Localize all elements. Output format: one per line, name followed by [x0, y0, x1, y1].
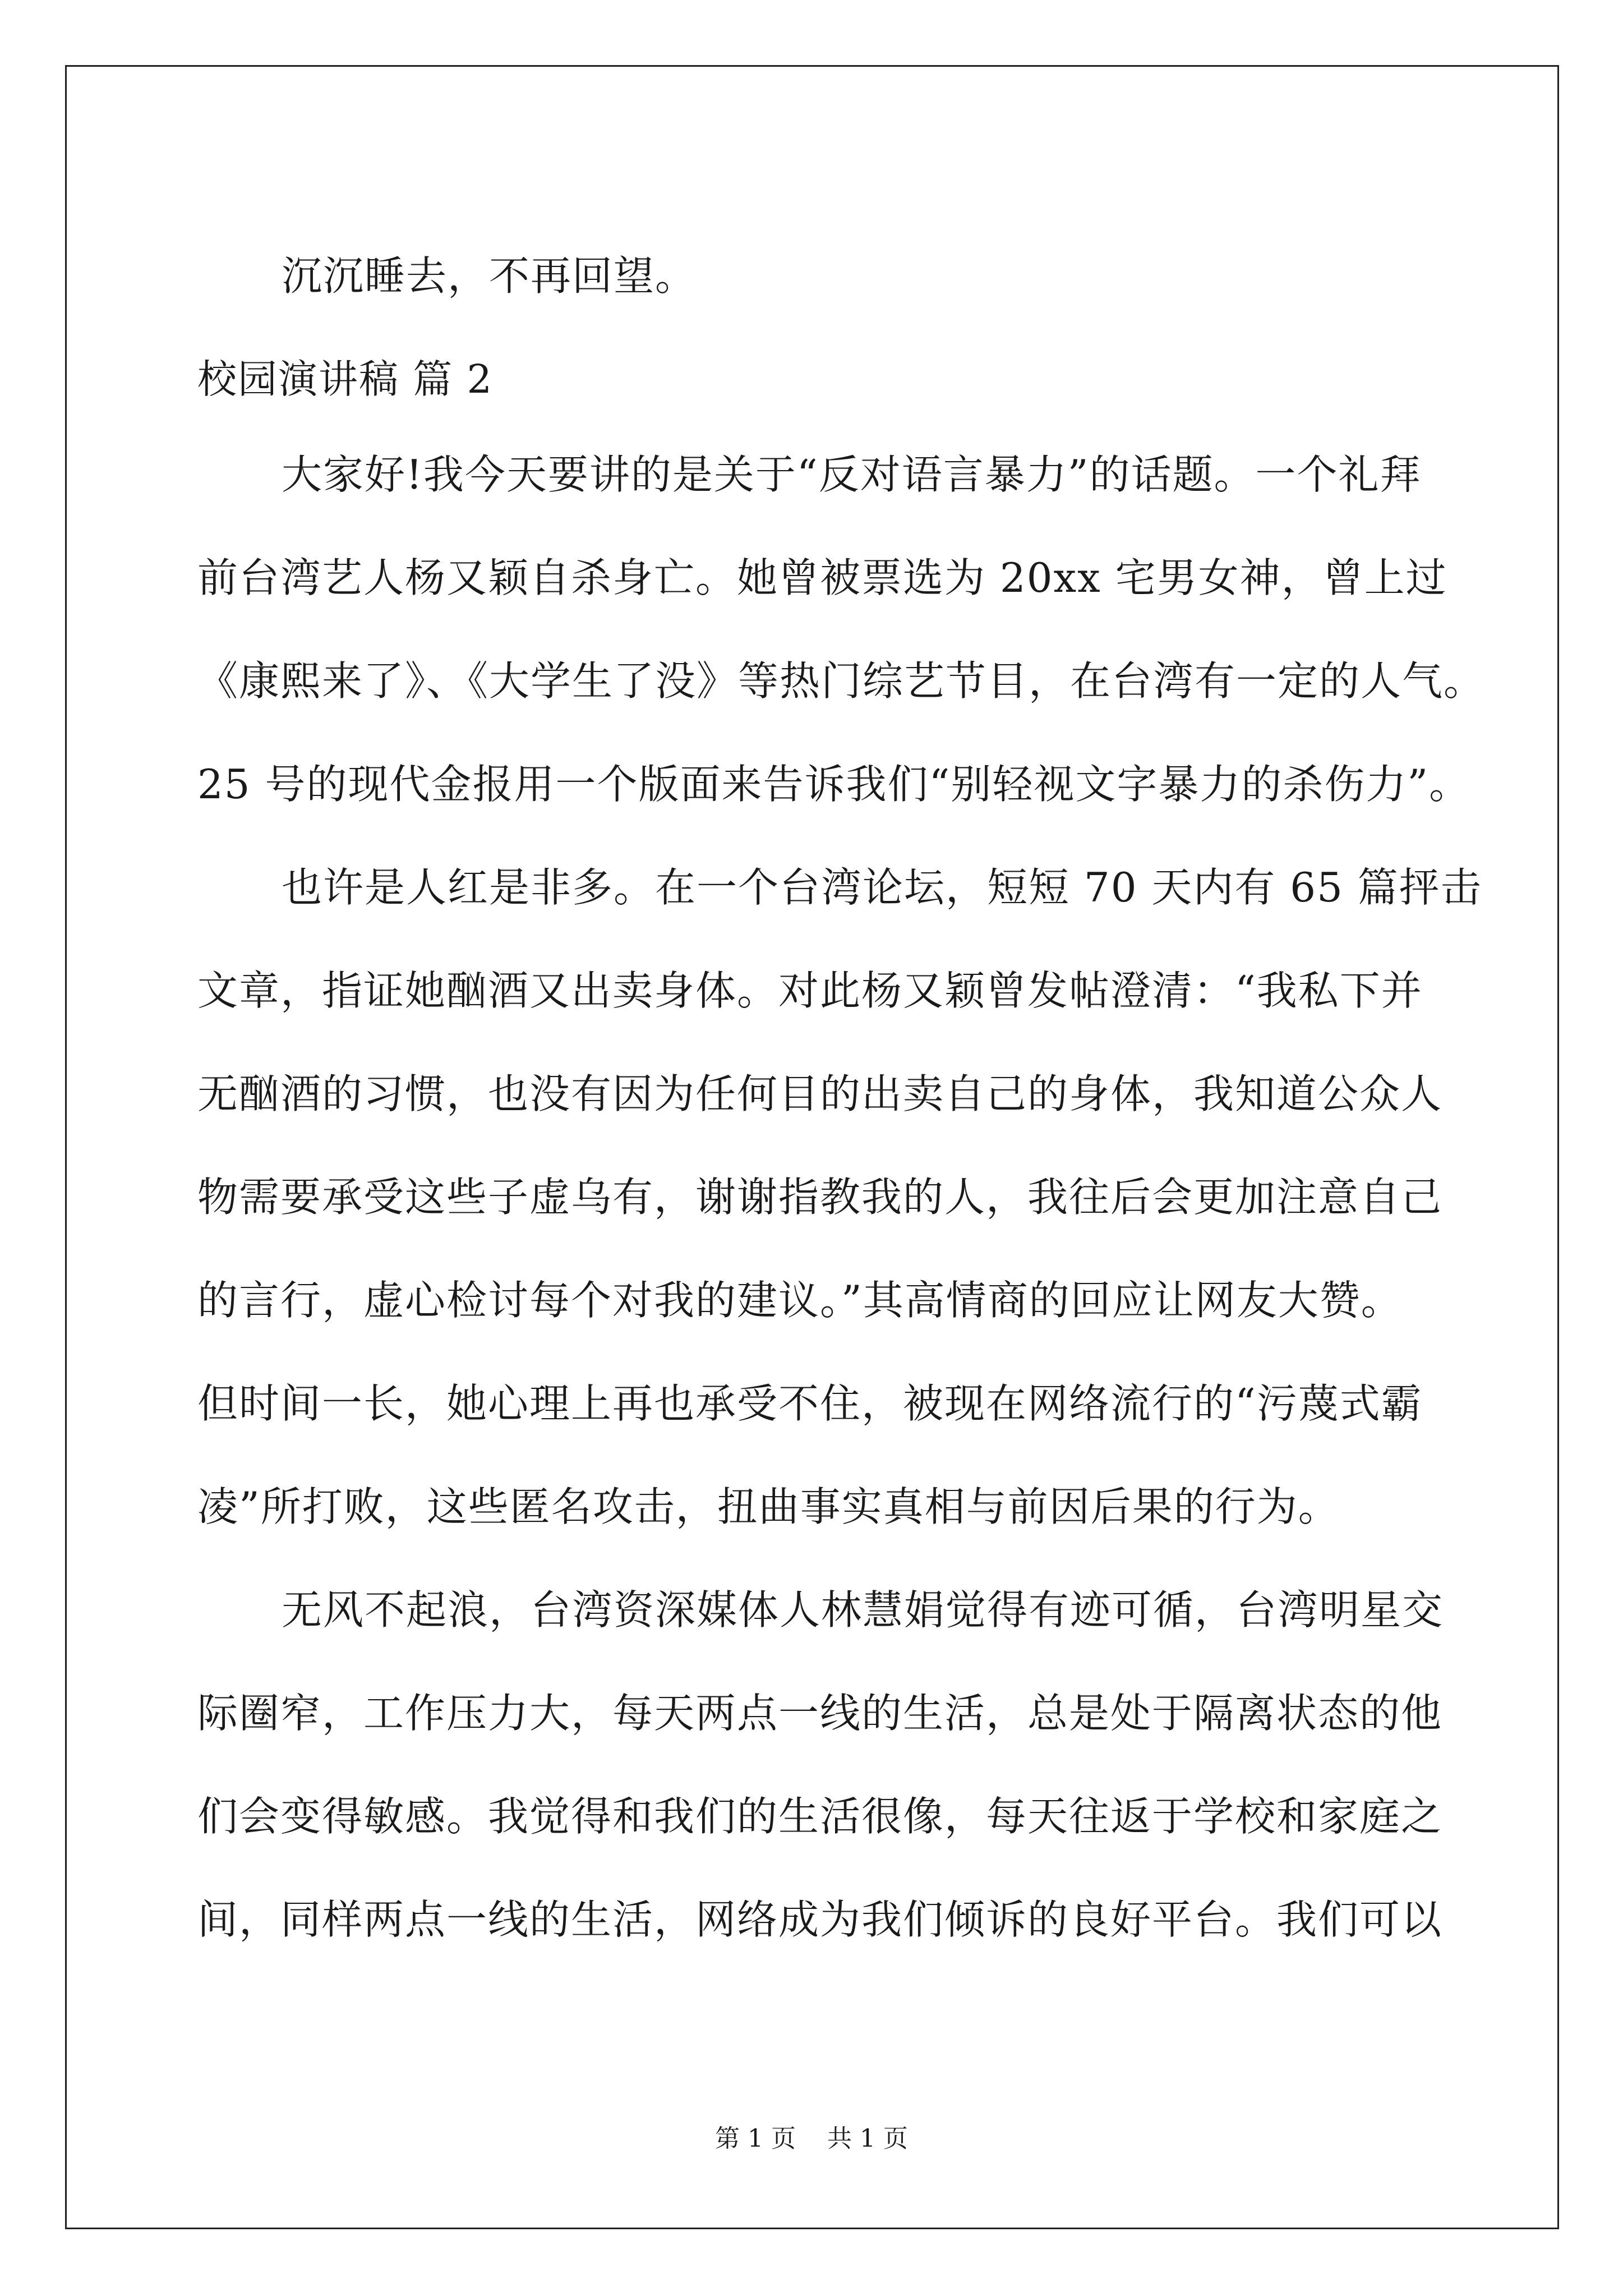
- text-line: 无酗酒的习惯，也没有因为任何目的出卖自己的身体，我知道公众人: [197, 1070, 1443, 1117]
- text-line: 物需要承受这些子虚乌有，谢谢指教我的人，我往后会更加注意自己: [197, 1174, 1443, 1221]
- page-footer: 第 1 页 共 1 页: [715, 2124, 908, 2153]
- text-line: 际圈窄，工作压力大，每天两点一线的生活，总是处于隔离状态的他: [197, 1690, 1443, 1737]
- text-line: 前台湾艺人杨又颖自杀身亡。她曾被票选为 20xx 宅男女神，曾上过: [197, 554, 1447, 601]
- text-line: 间，同样两点一线的生活，网络成为我们倾诉的良好平台。我们可以: [197, 1896, 1443, 1943]
- text-line: 但时间一长，她心理上再也承受不住，被现在网络流行的“污蔑式霸: [197, 1380, 1423, 1427]
- text-line: 凌”所打败，这些匿名攻击，扭曲事实真相与前因后果的行为。: [197, 1483, 1340, 1530]
- text-line: 们会变得敏感。我觉得和我们的生活很像，每天往返于学校和家庭之: [197, 1793, 1443, 1840]
- document-body: [197, 224, 1486, 1971]
- text-line: 也许是人红是非多。在一个台湾论坛，短短 70 天内有 65 篇抨击: [282, 864, 1482, 911]
- text-line: 文章，指证她酗酒又出卖身体。对此杨又颖曾发帖澄清：“我私下并: [197, 967, 1423, 1014]
- text-line: 无风不起浪，台湾资深媒体人林慧娟觉得有迹可循，台湾明星交: [282, 1586, 1444, 1634]
- text-line: 25 号的现代金报用一个版面来告诉我们“别轻视文字暴力的杀伤力”。: [197, 761, 1471, 808]
- text-line: 沉沉睡去，不再回望。: [282, 252, 697, 300]
- section-heading: 校园演讲稿 篇 2: [197, 356, 494, 402]
- text-line: 的言行，虚心检讨每个对我的建议。”其高情商的回应让网友大赞。: [197, 1277, 1403, 1324]
- text-line: 《康熙来了》、《大学生了没》等热门综艺节目，在台湾有一定的人气。: [197, 657, 1486, 705]
- text-line: 大家好!我今天要讲的是关于“反对语言暴力”的话题。一个礼拜: [282, 451, 1422, 498]
